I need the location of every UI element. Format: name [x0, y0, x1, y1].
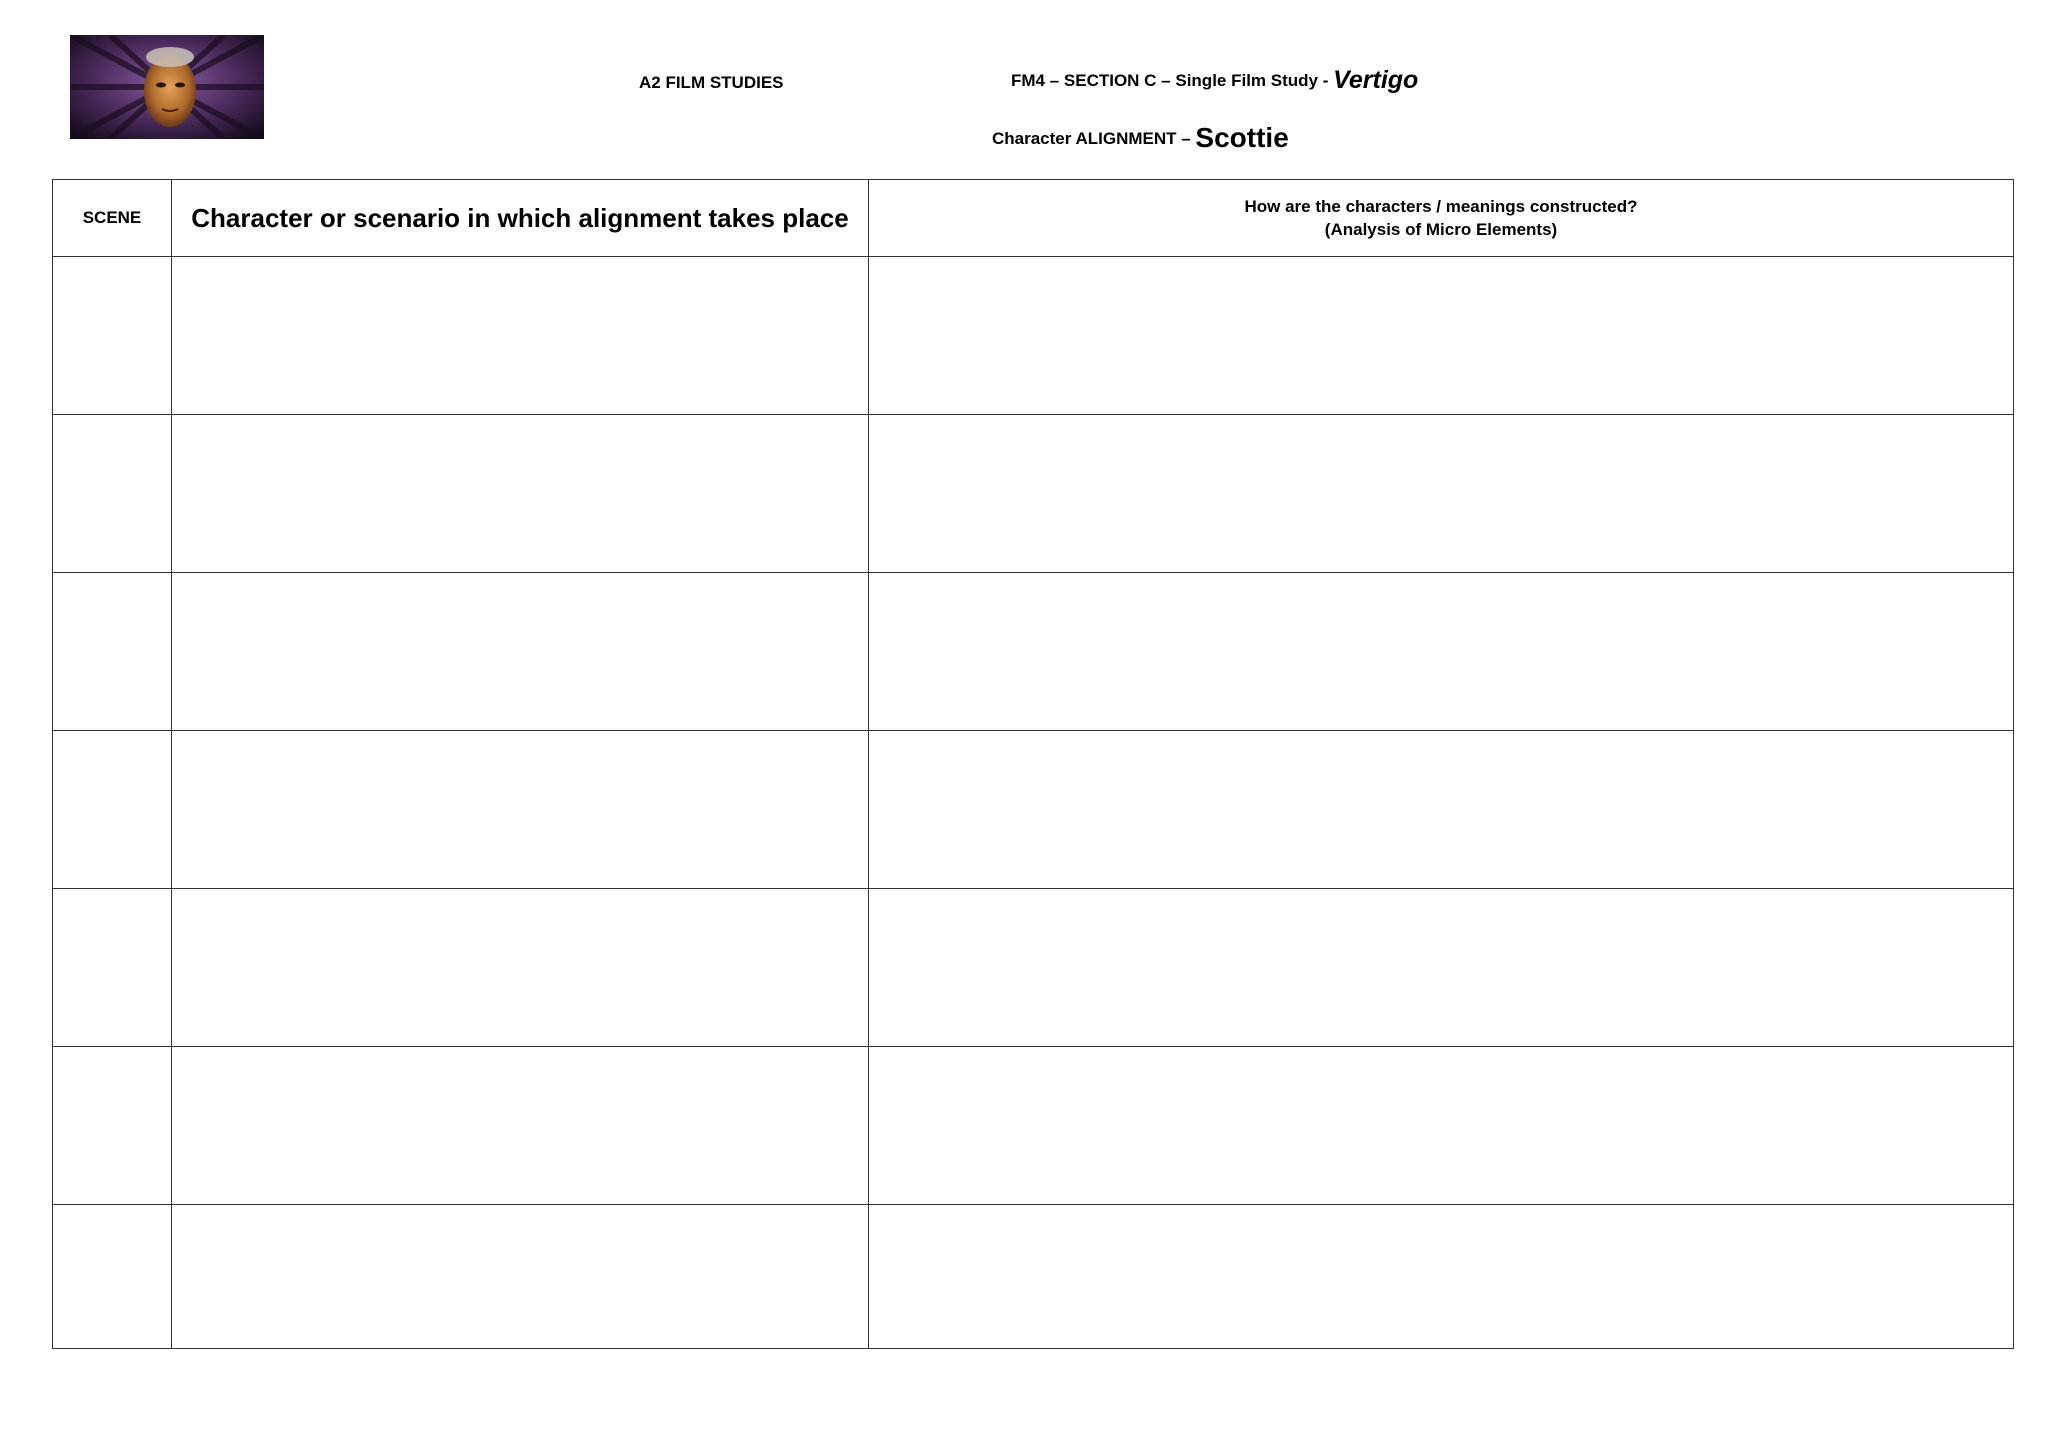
table-row [53, 573, 2014, 731]
construction-cell[interactable] [869, 415, 2014, 573]
table-header-row [53, 180, 2014, 257]
alignment-title [992, 124, 1289, 152]
table-row [53, 257, 2014, 415]
construction-cell[interactable] [869, 889, 2014, 1047]
character-cell[interactable] [172, 257, 869, 415]
construction-cell[interactable] [869, 1205, 2014, 1349]
table-row [53, 1047, 2014, 1205]
column-header-character: Character or scenario in which alignment takes place [172, 180, 869, 257]
column-header-scene: SCENE [53, 180, 172, 257]
scene-cell[interactable] [53, 257, 172, 415]
table-row [53, 1205, 2014, 1349]
alignment-table [52, 179, 2014, 1349]
scene-cell[interactable] [53, 415, 172, 573]
alignment-prefix: Character ALIGNMENT – [992, 129, 1196, 148]
section-title [1011, 68, 1418, 93]
scene-cell[interactable] [53, 889, 172, 1047]
character-cell[interactable] [172, 1047, 869, 1205]
construction-header-line-2: (Analysis of Micro Elements) [1324, 220, 1558, 239]
table-row [53, 889, 2014, 1047]
film-title: Vertigo [1333, 66, 1419, 94]
section-prefix: FM4 – SECTION C – Single Film Study - [1011, 71, 1334, 90]
character-cell[interactable] [172, 573, 869, 731]
vertigo-face-image [70, 35, 264, 139]
construction-cell[interactable] [869, 257, 2014, 415]
table-row [53, 731, 2014, 889]
character-name: Scottie [1195, 122, 1289, 153]
scene-cell[interactable] [53, 731, 172, 889]
character-cell[interactable] [172, 415, 869, 573]
scene-cell[interactable] [53, 1205, 172, 1349]
construction-cell[interactable] [869, 1047, 2014, 1205]
column-header-construction [869, 180, 2014, 257]
film-still-thumbnail [70, 35, 264, 139]
course-title: A2 FILM STUDIES [639, 73, 784, 92]
construction-header-line-1: How are the characters / meanings constructed? [1244, 197, 1638, 216]
construction-cell[interactable] [869, 573, 2014, 731]
scene-cell[interactable] [53, 1047, 172, 1205]
construction-cell[interactable] [869, 731, 2014, 889]
table-row [53, 415, 2014, 573]
scene-cell[interactable] [53, 573, 172, 731]
character-cell[interactable] [172, 889, 869, 1047]
character-cell[interactable] [172, 731, 869, 889]
character-cell[interactable] [172, 1205, 869, 1349]
